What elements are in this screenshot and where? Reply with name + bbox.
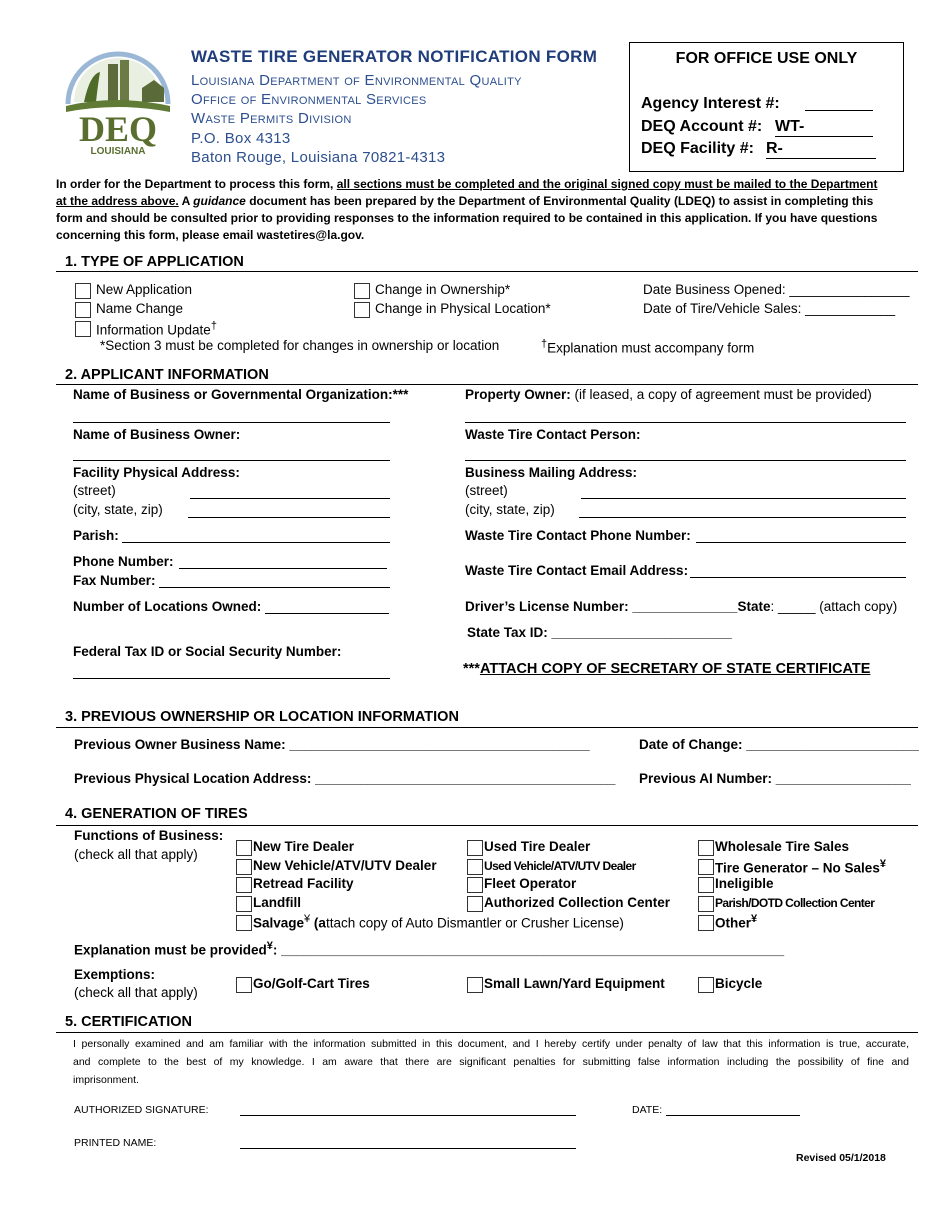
section-4-title: 4. GENERATION OF TIRES bbox=[65, 806, 248, 822]
deq-facility-label: DEQ Facility #: bbox=[641, 140, 754, 157]
section-1-title: 1. TYPE OF APPLICATION bbox=[65, 254, 244, 270]
header-po-box: P.O. Box 4313 bbox=[191, 130, 291, 147]
drivers-license-field[interactable]: Driver’s License Number: ______________State: _____ (attach copy) bbox=[465, 599, 898, 614]
checkbox-landfill[interactable] bbox=[236, 896, 252, 912]
section-1-rule bbox=[56, 271, 918, 272]
label-parish: Parish: bbox=[73, 528, 119, 543]
label-business-owner: Name of Business Owner: bbox=[73, 427, 241, 442]
explanation-field[interactable]: Explanation must be provided¥: ___________________________________________________________________ bbox=[74, 940, 785, 958]
date-business-opened[interactable]: Date Business Opened: ________________ bbox=[643, 282, 910, 297]
deq-facility-field[interactable]: R- bbox=[766, 140, 876, 159]
field-contact-email[interactable] bbox=[690, 577, 906, 578]
label-signature: AUTHORIZED SIGNATURE: bbox=[74, 1104, 209, 1116]
label-exemptions-check-all: (check all that apply) bbox=[74, 985, 198, 1000]
label-federal-tax: Federal Tax ID or Social Security Number: bbox=[73, 644, 342, 659]
label-mailing-address: Business Mailing Address: bbox=[465, 465, 638, 480]
section-3-rule bbox=[56, 727, 918, 728]
label-salvage: Salvage¥ (attach copy of Auto Dismantler or Crusher License) bbox=[253, 913, 624, 931]
date-of-change-field[interactable]: Date of Change: _______________________ bbox=[639, 737, 919, 752]
label-contact-person: Waste Tire Contact Person: bbox=[465, 427, 641, 442]
checkbox-information-update[interactable] bbox=[75, 321, 91, 337]
label-locations-owned: Number of Locations Owned: bbox=[73, 599, 262, 614]
label-retread-facility: Retread Facility bbox=[253, 876, 354, 891]
checkbox-wholesale[interactable] bbox=[698, 840, 714, 856]
label-parish-collection: Parish/DOTD Collection Center bbox=[715, 896, 875, 910]
label-lawn-equipment: Small Lawn/Yard Equipment bbox=[484, 976, 665, 991]
section-3-title: 3. PREVIOUS OWNERSHIP OR LOCATION INFORMATION bbox=[65, 709, 459, 725]
checkbox-ineligible[interactable] bbox=[698, 877, 714, 893]
label-information-update: Information Update† bbox=[96, 320, 217, 338]
checkbox-new-application[interactable] bbox=[75, 283, 91, 299]
checkbox-new-tire-dealer[interactable] bbox=[236, 840, 252, 856]
checkbox-new-vehicle-dealer[interactable] bbox=[236, 859, 252, 875]
svg-text:LOUISIANA: LOUISIANA bbox=[90, 146, 146, 157]
checkbox-lawn-equipment[interactable] bbox=[467, 977, 483, 993]
certification-text: I personally examined and am familiar with the information submitted in this document, and I hereby certify under penalty of law that this information is true, accurate, and complete to the best of my knowledge. I am aware that there are significant penalties for submitting false information including the possibility of fine and imprisonment. bbox=[73, 1038, 909, 1086]
label-contact-phone: Waste Tire Contact Phone Number: bbox=[465, 528, 691, 543]
label-contact-email: Waste Tire Contact Email Address: bbox=[465, 563, 689, 578]
label-name-change: Name Change bbox=[96, 301, 184, 316]
label-facility-street: (street) bbox=[73, 483, 116, 498]
label-wholesale: Wholesale Tire Sales bbox=[715, 839, 850, 854]
label-landfill: Landfill bbox=[253, 895, 301, 910]
field-fax[interactable] bbox=[159, 587, 390, 588]
field-parish[interactable] bbox=[122, 542, 390, 543]
checkbox-change-ownership[interactable] bbox=[354, 283, 370, 299]
checkbox-name-change[interactable] bbox=[75, 302, 91, 318]
field-contact-phone[interactable] bbox=[696, 542, 906, 543]
label-used-tire-dealer: Used Tire Dealer bbox=[484, 839, 591, 854]
agency-interest-field[interactable] bbox=[805, 110, 873, 111]
attach-certificate-note: ***ATTACH COPY OF SECRETARY OF STATE CERTIFICATE bbox=[463, 661, 871, 677]
note-section-3: *Section 3 must be completed for changes in ownership or location bbox=[100, 338, 500, 353]
deq-account-field[interactable]: WT- bbox=[775, 118, 873, 137]
section-4-rule bbox=[56, 825, 918, 826]
label-other: Other¥ bbox=[715, 913, 758, 931]
office-use-box bbox=[629, 42, 904, 172]
checkbox-used-vehicle-dealer[interactable] bbox=[467, 859, 483, 875]
revised-date: Revised 05/1/2018 bbox=[796, 1152, 886, 1164]
field-mailing-city[interactable] bbox=[579, 517, 906, 518]
field-mailing-street[interactable] bbox=[581, 498, 906, 499]
intro-paragraph: In order for the Department to process this form, all sections must be completed and the original signed copy must be mailed to the Department at the address above. A guidance document has been prepared by the Department of Environmental Quality (LDEQ) to assist in completing this form and should be consulted prior to providing responses to the information required to be contained in this application. If you have questions concerning this form, please email wastetires@la.gov. bbox=[56, 177, 878, 242]
checkbox-salvage[interactable] bbox=[236, 915, 252, 931]
field-federal-tax[interactable] bbox=[73, 678, 390, 679]
header-division: Waste Permits Division bbox=[191, 110, 352, 127]
prev-location-field[interactable]: Previous Physical Location Address: ________________________________________ bbox=[74, 771, 616, 786]
label-change-location: Change in Physical Location* bbox=[375, 301, 551, 316]
label-used-vehicle-dealer: Used Vehicle/ATV/UTV Dealer bbox=[484, 859, 636, 873]
header-office: Office of Environmental Services bbox=[191, 91, 427, 108]
checkbox-used-tire-dealer[interactable] bbox=[467, 840, 483, 856]
label-printed-name: PRINTED NAME: bbox=[74, 1137, 157, 1149]
field-phone[interactable] bbox=[179, 568, 387, 569]
label-business-name: Name of Business or Governmental Organization:*** bbox=[73, 387, 409, 402]
label-new-application: New Application bbox=[96, 282, 193, 297]
field-signature[interactable] bbox=[240, 1115, 576, 1116]
label-property-owner: Property Owner: (if leased, a copy of agreement must be provided) bbox=[465, 387, 872, 402]
label-check-all: (check all that apply) bbox=[74, 847, 198, 862]
label-ineligible: Ineligible bbox=[715, 876, 774, 891]
label-mailing-street: (street) bbox=[465, 483, 508, 498]
section-5-rule bbox=[56, 1032, 918, 1033]
label-fleet-operator: Fleet Operator bbox=[484, 876, 577, 891]
checkbox-retread-facility[interactable] bbox=[236, 877, 252, 893]
checkbox-parish-collection[interactable] bbox=[698, 896, 714, 912]
label-golf-cart: Go/Golf-Cart Tires bbox=[253, 976, 370, 991]
field-locations-owned[interactable] bbox=[265, 613, 389, 614]
label-mailing-city: (city, state, zip) bbox=[465, 502, 555, 517]
label-generator-no-sales: Tire Generator – No Sales¥ bbox=[715, 858, 886, 876]
label-new-tire-dealer: New Tire Dealer bbox=[253, 839, 355, 854]
checkbox-golf-cart[interactable] bbox=[236, 977, 252, 993]
field-date[interactable] bbox=[666, 1115, 800, 1116]
label-facility-city: (city, state, zip) bbox=[73, 502, 163, 517]
form-title: WASTE TIRE GENERATOR NOTIFICATION FORM bbox=[191, 47, 598, 66]
field-facility-city[interactable] bbox=[188, 517, 390, 518]
section-5-title: 5. CERTIFICATION bbox=[65, 1014, 193, 1030]
checkbox-generator-no-sales[interactable] bbox=[698, 859, 714, 875]
label-authorized-collection: Authorized Collection Center bbox=[484, 895, 671, 910]
label-change-ownership: Change in Ownership* bbox=[375, 282, 511, 297]
label-facility-address: Facility Physical Address: bbox=[73, 465, 240, 480]
field-facility-street[interactable] bbox=[190, 498, 390, 499]
label-exemptions: Exemptions: bbox=[74, 967, 156, 982]
checkbox-authorized-collection[interactable] bbox=[467, 896, 483, 912]
header-city: Baton Rouge, Louisiana 70821-4313 bbox=[191, 149, 446, 166]
prev-ai-field[interactable]: Previous AI Number: __________________ bbox=[639, 771, 911, 786]
checkbox-change-location[interactable] bbox=[354, 302, 370, 318]
field-contact-person[interactable] bbox=[465, 460, 906, 461]
checkbox-other[interactable] bbox=[698, 915, 714, 931]
field-printed-name[interactable] bbox=[240, 1148, 576, 1149]
date-tire-sales[interactable]: Date of Tire/Vehicle Sales: ____________ bbox=[643, 301, 896, 316]
label-new-vehicle-dealer: New Vehicle/ATV/UTV Dealer bbox=[253, 858, 437, 873]
checkbox-bicycle[interactable] bbox=[698, 977, 714, 993]
field-business-name[interactable] bbox=[73, 422, 390, 423]
state-tax-id-field[interactable]: State Tax ID: ________________________ bbox=[467, 625, 732, 640]
label-date: DATE: bbox=[632, 1104, 663, 1116]
agency-interest-label: Agency Interest #: bbox=[641, 95, 780, 112]
prev-owner-field[interactable]: Previous Owner Business Name: ________________________________________ bbox=[74, 737, 590, 752]
label-functions: Functions of Business: bbox=[74, 828, 224, 843]
field-property-owner[interactable] bbox=[465, 422, 906, 423]
label-bicycle: Bicycle bbox=[715, 976, 763, 991]
checkbox-fleet-operator[interactable] bbox=[467, 877, 483, 893]
section-2-rule bbox=[56, 384, 918, 385]
svg-text:DEQ: DEQ bbox=[78, 109, 158, 149]
section-2-title: 2. APPLICANT INFORMATION bbox=[65, 367, 269, 383]
office-use-title: FOR OFFICE USE ONLY bbox=[675, 50, 858, 67]
deq-account-label: DEQ Account #: bbox=[641, 118, 763, 135]
label-phone: Phone Number: bbox=[73, 554, 174, 569]
header-agency: Louisiana Department of Environmental Quality bbox=[191, 72, 522, 89]
field-business-owner[interactable] bbox=[73, 460, 390, 461]
deq-logo bbox=[62, 42, 174, 157]
label-fax: Fax Number: bbox=[73, 573, 156, 588]
note-explanation: †Explanation must accompany form bbox=[541, 338, 755, 356]
